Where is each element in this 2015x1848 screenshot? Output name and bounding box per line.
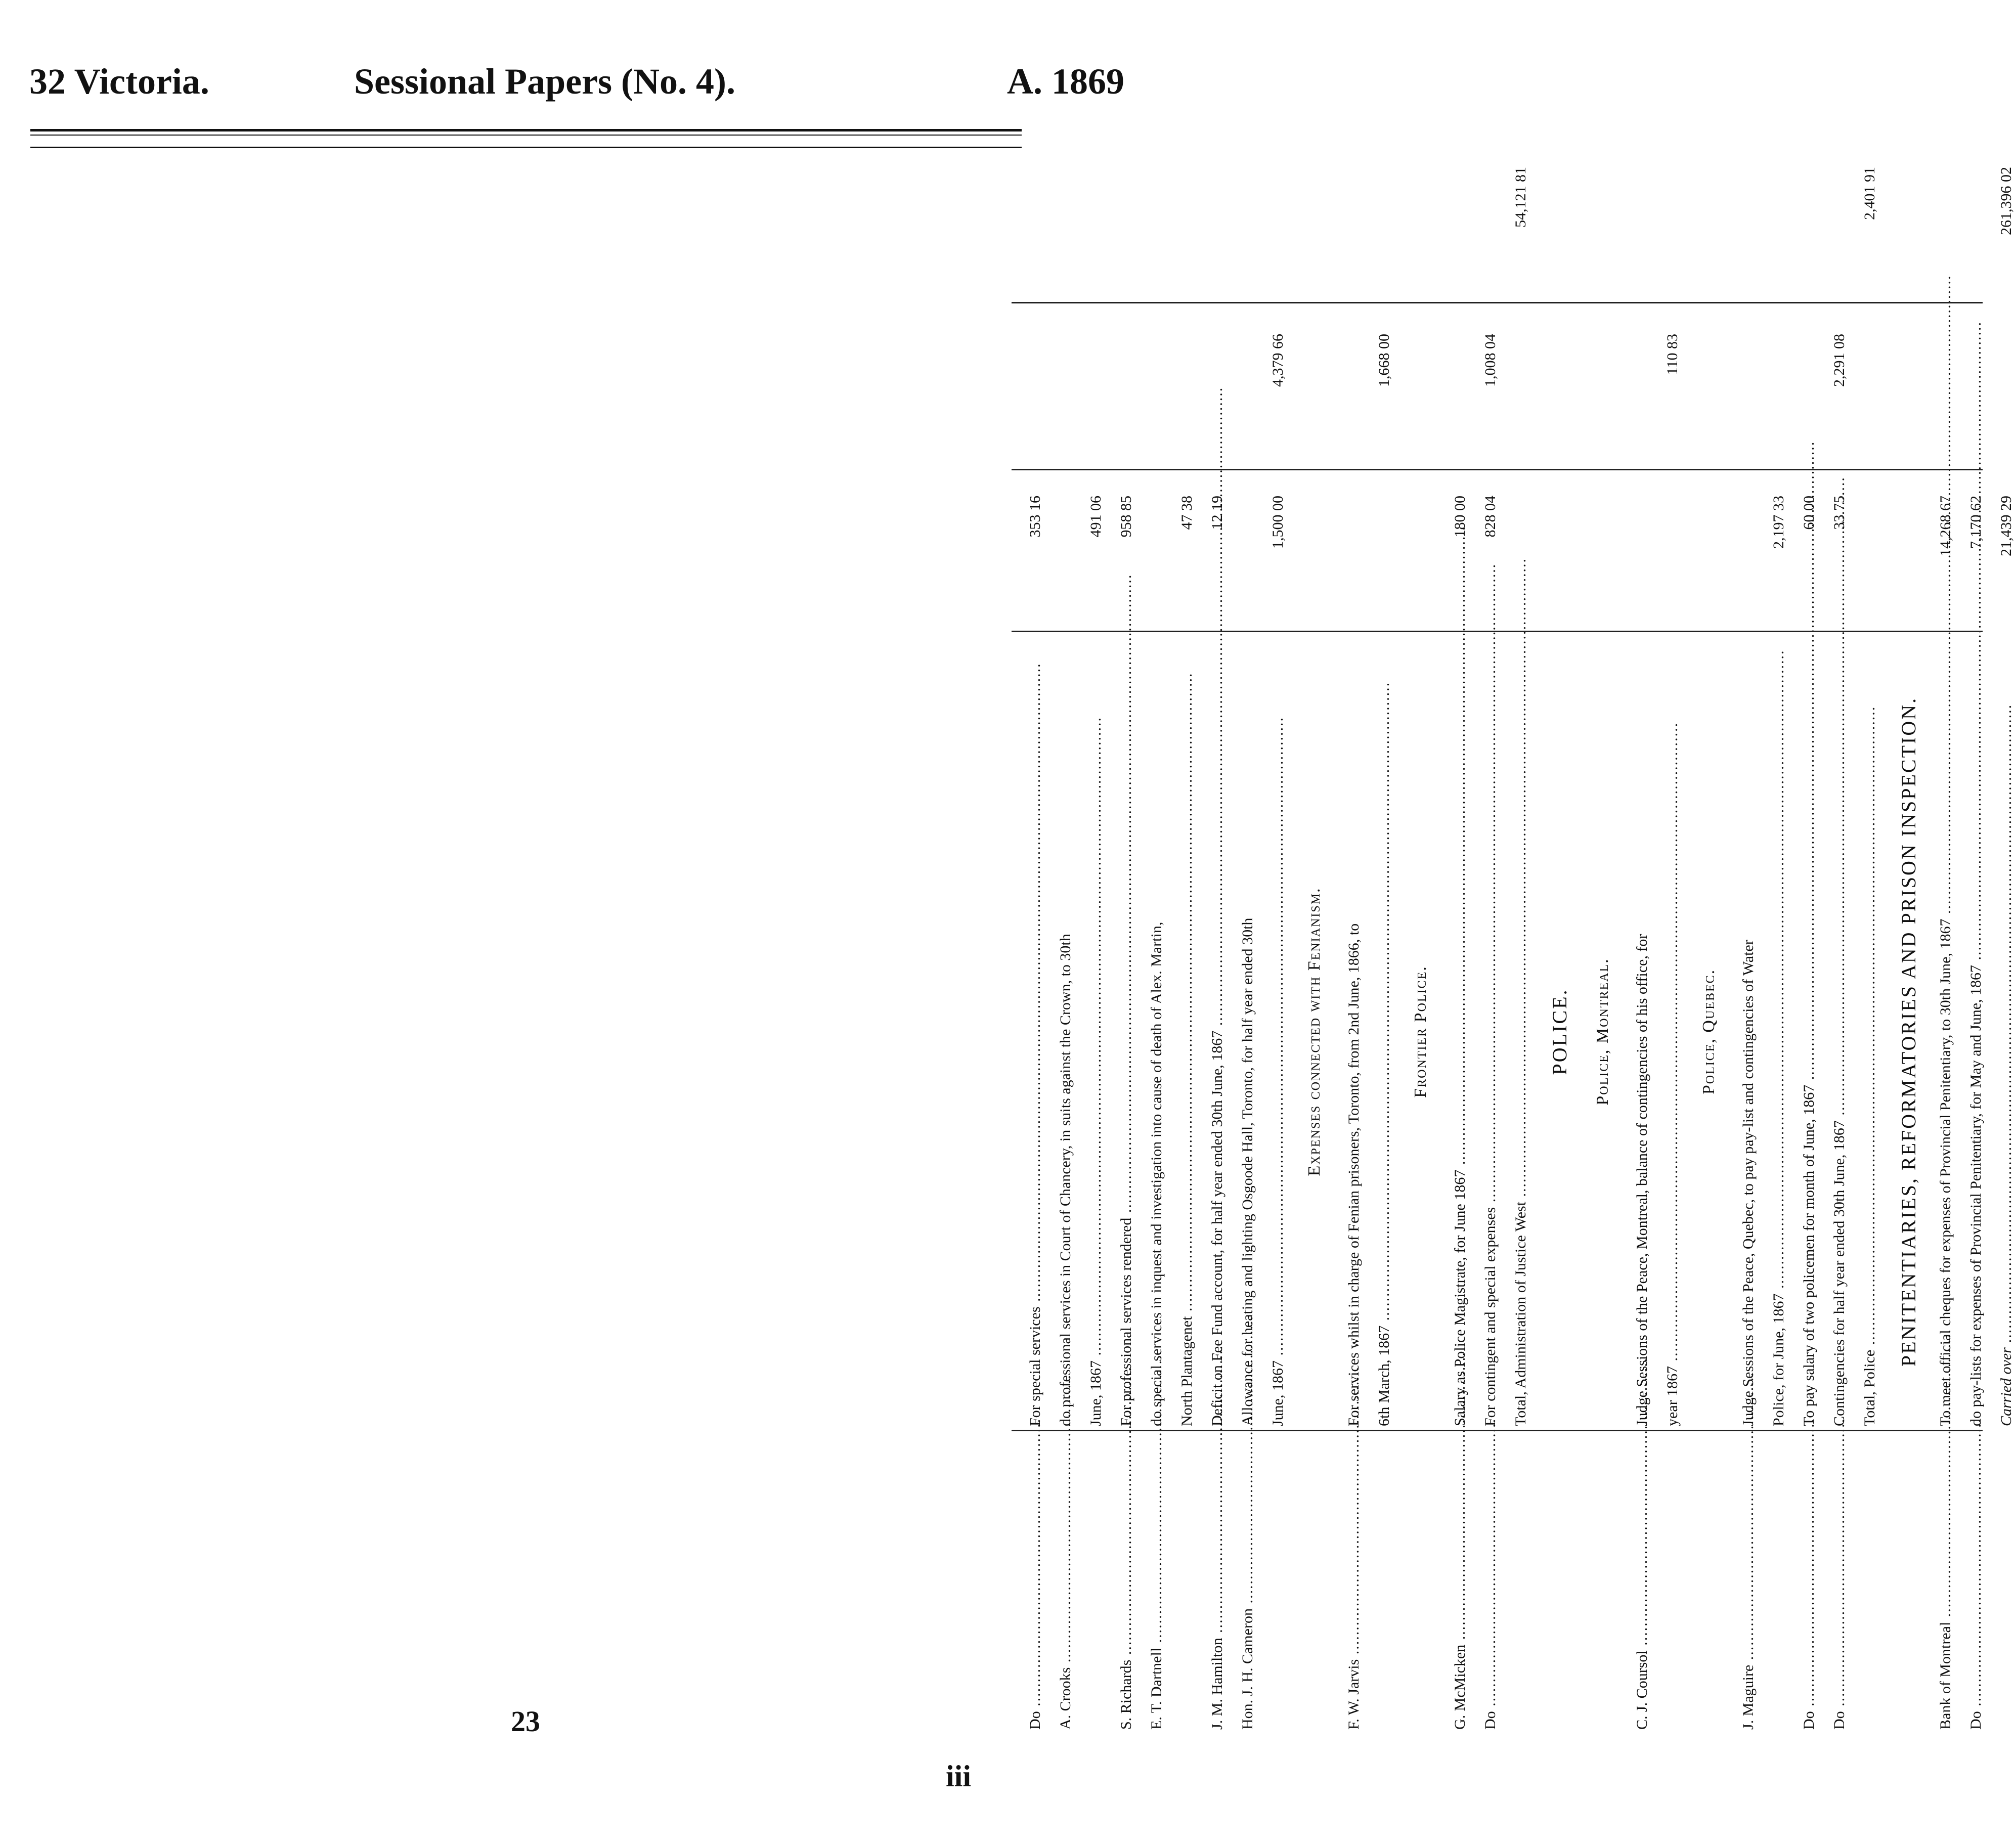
header-title: Sessional Papers (No. 4).	[354, 61, 735, 102]
amount-c3: 2,401 91	[1861, 167, 1878, 220]
amount-c3: 54,121 81	[1512, 167, 1529, 228]
page-number: 23	[511, 1705, 540, 1738]
service-description: For services whilst in charge of Fenian prisoners, Toronto, from 2nd June, 1866, to	[1345, 923, 1362, 1426]
service-description: Allowance for heating and lighting Osgoode Hall, Toronto, for half year ended 30th	[1239, 917, 1256, 1426]
amount-c1: 828 04	[1482, 496, 1499, 538]
service-description: year 1867 .....	[1664, 637, 1681, 1426]
amount-c1: 2,197 33	[1770, 496, 1787, 549]
service-description: Total, Police .....	[1861, 637, 1878, 1426]
service-description: To pay salary of two policemen for month of June, 1867 .....	[1801, 637, 1818, 1426]
column-rule	[1012, 469, 1983, 470]
payee-name: C. J. Coursol .....	[1634, 1446, 1651, 1730]
amount-c1: 353 16	[1027, 496, 1043, 538]
amount-c1: 180 00	[1452, 496, 1468, 538]
amount-c2: 4,379 66	[1269, 334, 1286, 387]
service-description: Deficit on Fee Fund account, for half year ended 30th June, 1867 .....	[1209, 637, 1226, 1426]
service-description: Judge Sessions of the Peace, Montreal, balance of contingencies of his office, for	[1634, 934, 1650, 1426]
section-heading: PENITENTIARIES, REFORMATORIES AND PRISON INSPECTION.	[1897, 696, 1920, 1367]
service-description: Police, for June, 1867 .....	[1770, 637, 1787, 1426]
payee-name: Bank of Montreal .....	[1937, 1446, 1954, 1730]
amount-c1: 21,439 29	[1998, 496, 2014, 556]
accounts-table	[1012, 147, 2014, 1730]
payee-name: Do .....	[1482, 1446, 1499, 1730]
header-year: A. 1869	[1007, 61, 1124, 102]
amount-c1: 14,268 67	[1937, 496, 1954, 556]
service-description: North Plantagenet .....	[1178, 637, 1196, 1426]
payee-name: G. McMicken .....	[1452, 1446, 1469, 1730]
service-description: Judge Sessions of the Peace, Quebec, to pay pay-list and contingencies of Water	[1740, 940, 1757, 1426]
column-rule	[1012, 1430, 1983, 1431]
service-description: For professional services rendered .....	[1118, 637, 1135, 1426]
amount-c1: 47 38	[1178, 496, 1195, 530]
payee-name: Hon. J. H. Cameron .....	[1239, 1446, 1256, 1730]
amount-c1: 1,500 00	[1269, 496, 1286, 549]
service-description: June, 1867 .....	[1269, 637, 1287, 1426]
service-description: do pay-lists for expenses of Provincial Penitentiary, for May and June, 1867 .....	[1967, 637, 1985, 1426]
service-description: 6th March, 1867 .....	[1376, 637, 1393, 1426]
payee-name: E. T. Dartnell .....	[1148, 1446, 1165, 1730]
column-rule	[1012, 302, 1983, 303]
amount-c2: 1,008 04	[1482, 334, 1499, 387]
section-heading: Expenses connected with Fenianism.	[1305, 887, 1324, 1176]
section-heading: Frontier Police.	[1411, 965, 1430, 1098]
payee-name: J. M. Hamilton .....	[1209, 1446, 1226, 1730]
section-heading: Police, Montreal.	[1593, 958, 1612, 1106]
service-description: do special services in inquest and investigation into cause of death of Alex. Martin,	[1148, 921, 1165, 1426]
payee-name: F. W. Jarvis .....	[1345, 1446, 1363, 1730]
service-description: June, 1867 .....	[1087, 637, 1105, 1426]
payee-name: Do .....	[1831, 1446, 1848, 1730]
top-rule-thick	[30, 129, 1022, 131]
amount-c1: 7,170 62	[1967, 496, 1984, 549]
service-description: Total, Administration of Justice West .....	[1512, 637, 1529, 1426]
sheet-signature: iii	[946, 1759, 972, 1793]
service-description: To meet official cheques for expenses of Provincial Penitentiary, to 30th June, 1867 .....	[1937, 637, 1954, 1426]
service-description: Carried over .....	[1998, 637, 2015, 1426]
payee-name: Do .....	[1967, 1446, 1985, 1730]
amount-c1: 958 85	[1118, 496, 1134, 538]
amount-c1: 60 00	[1801, 496, 1817, 530]
payee-name: J. Maguire .....	[1740, 1446, 1757, 1730]
service-description: Contingencies for half year ended 30th June, 1867 .....	[1831, 637, 1848, 1426]
service-description: For contingent and special expenses .....	[1482, 637, 1499, 1426]
payee-name: S. Richards .....	[1118, 1446, 1135, 1730]
top-rule-bottom	[30, 147, 1022, 148]
section-heading: Police, Quebec.	[1699, 969, 1718, 1095]
service-description: do professional services in Court of Chancery, in suits against the Crown, to 30th	[1057, 934, 1074, 1426]
amount-c2: 1,668 00	[1376, 334, 1392, 387]
payee-name: Do .....	[1801, 1446, 1818, 1730]
top-rule-thin	[30, 135, 1022, 136]
amount-c3: 261,396 02	[1998, 167, 2014, 235]
section-heading: POLICE.	[1548, 988, 1571, 1075]
service-description: Salary as Police Magistrate, for June 1867 .....	[1452, 637, 1469, 1426]
header-session: 32 Victoria.	[29, 61, 209, 102]
amount-c1: 33 75	[1831, 496, 1848, 530]
amount-c1: 491 06	[1087, 496, 1104, 538]
payee-name: Do .....	[1027, 1446, 1044, 1730]
amount-c2: 110 83	[1664, 334, 1681, 375]
service-description: For special services .....	[1027, 637, 1044, 1426]
payee-name: A. Crooks .....	[1057, 1446, 1074, 1730]
column-rule	[1012, 631, 1983, 632]
amount-c1: 12 19	[1209, 496, 1225, 530]
amount-c2: 2,291 08	[1831, 334, 1848, 387]
